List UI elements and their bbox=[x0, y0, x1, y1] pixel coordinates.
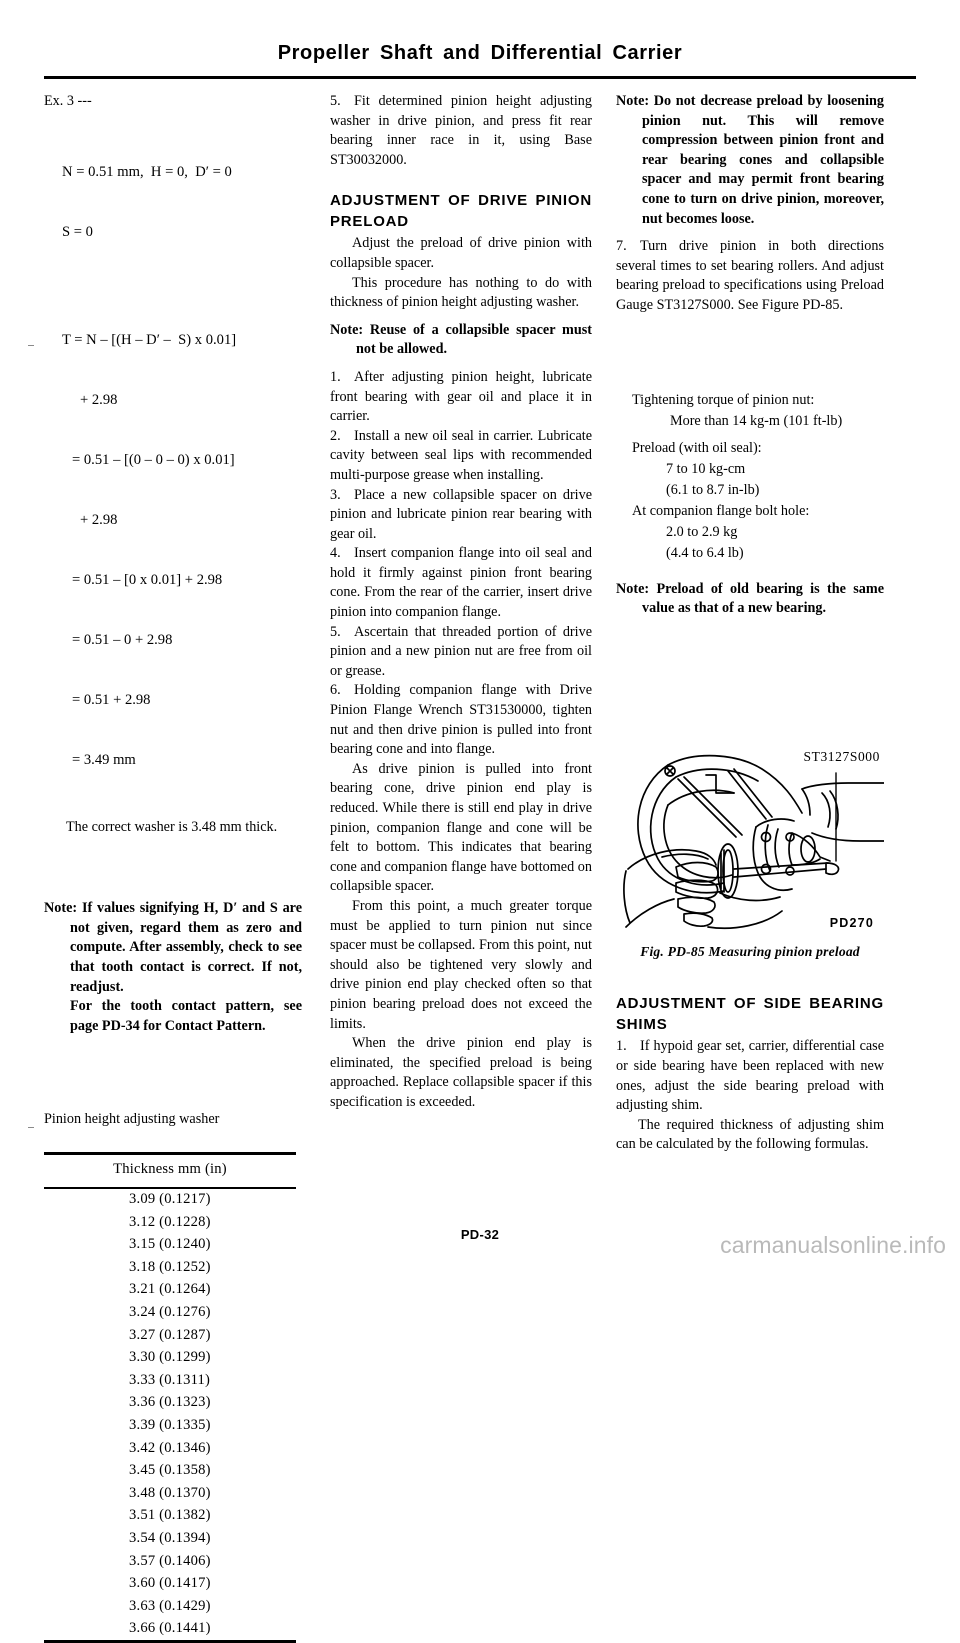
step-number: 3. bbox=[330, 486, 341, 503]
paragraph: Adjust the preload of drive pinion with collapsible spacer. bbox=[330, 235, 592, 271]
note-body: Reuse of a collapsible spacer must not be allowed. bbox=[356, 321, 593, 358]
paragraph: The required thickness of adjusting shim can be calculated by the following formulas. bbox=[616, 1116, 884, 1153]
step-number: 7. bbox=[616, 238, 627, 255]
step-text: Holding companion flange with Drive Pinion Flange Wrench ST31530000, tighten nut and then drive pinion is pulled into front bearing cone and into flange. bbox=[330, 682, 592, 758]
thickness-value: 3.42 (0.1346) bbox=[129, 1439, 211, 1456]
note-body: If values signifying H, D′ and S are not given, regard them as zero and compute. After assembly, check to see that tooth contact is correct. If not, readjust. bbox=[70, 900, 303, 995]
formula-line-6: = 0.51 + 2.98 bbox=[72, 691, 151, 708]
example-result: The correct washer is 3.48 mm thick. bbox=[66, 818, 278, 835]
thickness-value: 3.63 (0.1429) bbox=[129, 1597, 211, 1614]
step-item bbox=[330, 681, 592, 759]
thickness-value: 3.15 (0.1240) bbox=[129, 1236, 211, 1253]
page-title: Propeller Shaft and Differential Carrier bbox=[277, 42, 683, 64]
table-header-row bbox=[44, 1155, 296, 1188]
note-label: Note: bbox=[616, 93, 650, 109]
paragraph: From this point, a much greater torque must be applied to turn pinion nut since spacer must be collapsed. From this point, nut should also be tightened very slowly and drive pinion end play checked often so that pinion bearing preload does not exceed the limits. bbox=[330, 897, 592, 1032]
thickness-value: 3.45 (0.1358) bbox=[129, 1462, 211, 1479]
step-item bbox=[330, 427, 592, 486]
table-row bbox=[44, 1392, 296, 1415]
formula-line-1: + 2.98 bbox=[80, 391, 118, 408]
step-item bbox=[330, 623, 592, 682]
thickness-value: 3.24 (0.1276) bbox=[129, 1304, 211, 1320]
table-row bbox=[44, 1595, 296, 1618]
table-header-cell: Thickness mm (in) bbox=[44, 1155, 296, 1188]
step-text: Fit determined pinion height adjusting washer in drive pinion, and press fit rear bearing inner race in it, using Base ST30032000. bbox=[330, 93, 592, 168]
step-item bbox=[330, 486, 592, 545]
pinion-washer-table bbox=[44, 1152, 296, 1643]
thickness-value: 3.36 (0.1323) bbox=[129, 1394, 211, 1411]
header-divider bbox=[44, 76, 916, 79]
step-item bbox=[616, 1037, 884, 1115]
formula-line-0: T = N – [(H – D′ – S) x 0.01] bbox=[62, 331, 237, 348]
step-text: If hypoid gear set, carrier, differential case or side bearing have been replaced with new ones, adjust the side bearing preload with adjusting shim. bbox=[616, 1038, 884, 1114]
table-row bbox=[44, 1550, 296, 1573]
step-number: 4. bbox=[330, 545, 341, 562]
thickness-value: 3.48 (0.1370) bbox=[129, 1484, 211, 1501]
formula-line-4: = 0.51 – [0 x 0.01] + 2.98 bbox=[72, 571, 223, 588]
step-text: After adjusting pinion height, lubricate front bearing with gear oil and place it in carrier. bbox=[330, 368, 592, 425]
margin-tick-left-1 bbox=[28, 345, 34, 346]
figure-caption: Fig. PD-85 Measuring pinion preload bbox=[640, 943, 860, 959]
column-three bbox=[616, 92, 884, 1155]
section-heading-pinion-preload: ADJUSTMENT OF DRIVE PINION PRELOAD bbox=[330, 192, 592, 231]
note-block-1 bbox=[44, 899, 302, 1036]
spec-line: 7 to 10 kg-cm bbox=[666, 460, 746, 477]
step-number: 2. bbox=[330, 427, 341, 444]
spec-line: (4.4 to 6.4 lb) bbox=[666, 544, 744, 561]
table-row bbox=[44, 1505, 296, 1528]
thickness-value: 3.27 (0.1287) bbox=[129, 1326, 211, 1343]
thickness-value: 3.66 (0.1441) bbox=[129, 1620, 211, 1637]
table-caption: Pinion height adjusting washer bbox=[44, 1111, 220, 1128]
spec-line: More than 14 kg-m (101 ft-lb) bbox=[670, 412, 843, 429]
step-item bbox=[616, 237, 884, 315]
thickness-value: 3.39 (0.1335) bbox=[129, 1416, 211, 1433]
table-row bbox=[44, 1414, 296, 1437]
note-block-3 bbox=[616, 92, 884, 229]
paragraph: This procedure has nothing to do with thickness of pinion height adjusting washer. bbox=[330, 274, 592, 311]
example-formula bbox=[44, 290, 302, 810]
step-number: 5. bbox=[330, 623, 341, 640]
note-label: Note: bbox=[330, 321, 364, 338]
thickness-value: 3.60 (0.1417) bbox=[129, 1575, 211, 1592]
margin-tick-left-2 bbox=[28, 1127, 34, 1128]
table-row bbox=[44, 1188, 296, 1212]
thickness-value: 3.30 (0.1299) bbox=[129, 1349, 211, 1366]
column-two bbox=[330, 92, 592, 1113]
step-number: 1. bbox=[616, 1038, 627, 1055]
thickness-value: 3.18 (0.1252) bbox=[129, 1258, 211, 1275]
given-line-1: N = 0.51 mm, H = 0, D′ = 0 bbox=[62, 163, 232, 180]
step-item bbox=[330, 544, 592, 622]
step-item bbox=[330, 92, 592, 170]
formula-line-7: = 3.49 mm bbox=[72, 751, 136, 768]
figure-pd-85 bbox=[616, 741, 884, 936]
step-text: Install a new oil seal in carrier. Lubricate cavity between seal lips with recommended multi-purpose grease when installing. bbox=[330, 427, 592, 483]
column-one bbox=[44, 92, 302, 1643]
step-text: Place a new collapsible spacer on drive pinion and lubricate pinion rear bearing with gear oil. bbox=[330, 486, 592, 542]
spec-line: 2.0 to 2.9 kg bbox=[666, 523, 738, 540]
paragraph: As drive pinion is pulled into front bearing cone, drive pinion end play is reduced. While there is still end play in drive pinion, companion flange and cone will be felt to bottom. This indicates that bearing cone and companion flange have bottomed on collapsible spacer. bbox=[330, 760, 592, 895]
step-text: Turn drive pinion in both directions several times to set bearing rollers. And adjust bearing preload to specifications using Preload Gauge ST3127S000. See Figure PD-85. bbox=[616, 238, 884, 313]
thickness-value: 3.33 (0.1311) bbox=[129, 1371, 211, 1388]
formula-line-5: = 0.51 – 0 + 2.98 bbox=[72, 631, 173, 648]
table-row bbox=[44, 1324, 296, 1347]
step-number: 6. bbox=[330, 682, 341, 699]
table-row bbox=[44, 1573, 296, 1596]
table-row bbox=[44, 1302, 296, 1325]
example-given bbox=[44, 122, 302, 282]
step-text: Insert companion flange into oil seal and hold it firmly against pinion front bearing cone. From the rear of the carrier, insert drive pinion into companion flange. bbox=[330, 545, 592, 621]
watermark: carmanualsonline.info bbox=[720, 1232, 946, 1258]
step-text: Ascertain that threaded portion of drive pinion and a new pinion nut are free from oil or grease. bbox=[330, 623, 592, 679]
page-number: PD-32 bbox=[460, 1227, 500, 1242]
note-body: Do not decrease preload by loosening pinion nut. This will remove compression between pinion front and rear bearing cones and collapsible spacer and may permit front bearing cone to turn on drive pinion, moreover, nut becomes loose. bbox=[642, 93, 884, 227]
table-row bbox=[44, 1347, 296, 1370]
drawing-id-label: PD270 bbox=[829, 916, 874, 931]
table-row bbox=[44, 1482, 296, 1505]
step-item bbox=[330, 368, 592, 427]
table-row bbox=[44, 1527, 296, 1550]
spec-line: (6.1 to 8.7 in-lb) bbox=[666, 481, 760, 498]
thickness-value: 3.51 (0.1382) bbox=[129, 1507, 211, 1524]
spec-line: Preload (with oil seal): bbox=[632, 439, 762, 456]
note-block-4 bbox=[616, 580, 884, 619]
formula-line-3: + 2.98 bbox=[80, 511, 118, 528]
example-label: Ex. 3 --- bbox=[44, 93, 92, 109]
paragraph: When the drive pinion end play is eliminated, the specified preload is being approached. Replace collapsible spacer if this specification is exceeded. bbox=[330, 1035, 592, 1110]
table-row bbox=[44, 1369, 296, 1392]
table-row bbox=[44, 1618, 296, 1642]
pinion-preload-drawing bbox=[616, 741, 884, 936]
page-header bbox=[0, 42, 960, 65]
thickness-value: 3.09 (0.1217) bbox=[129, 1191, 211, 1208]
given-line-2: S = 0 bbox=[62, 223, 93, 240]
note-body-2: For the tooth contact pattern, see page PD-34 for Contact Pattern. bbox=[70, 998, 302, 1034]
thickness-value: 3.12 (0.1228) bbox=[129, 1213, 211, 1230]
step-number: 1. bbox=[330, 368, 341, 385]
note-body: Preload of old bearing is the same value as that of a new bearing. bbox=[642, 580, 884, 617]
table-row bbox=[44, 1460, 296, 1483]
spec-line: Tightening torque of pinion nut: bbox=[632, 391, 815, 408]
thickness-value: 3.54 (0.1394) bbox=[129, 1529, 211, 1546]
note-label: Note: bbox=[44, 900, 78, 917]
table-row bbox=[44, 1437, 296, 1460]
thickness-value: 3.57 (0.1406) bbox=[129, 1552, 211, 1569]
table-row bbox=[44, 1279, 296, 1302]
thickness-value: 3.21 (0.1264) bbox=[129, 1281, 211, 1298]
note-block-2 bbox=[330, 321, 592, 360]
step-number: 5. bbox=[330, 93, 341, 109]
formula-line-2: = 0.51 – [(0 – 0 – 0) x 0.01] bbox=[72, 451, 235, 468]
preload-specifications bbox=[616, 390, 884, 564]
table-row bbox=[44, 1256, 296, 1279]
tool-number-label: ST3127S000 bbox=[803, 748, 880, 764]
note-label: Note: bbox=[616, 580, 650, 597]
spec-line: At companion flange bolt hole: bbox=[632, 502, 810, 519]
section-heading-side-bearing-shims: ADJUSTMENT OF SIDE BEARING SHIMS bbox=[616, 995, 884, 1034]
